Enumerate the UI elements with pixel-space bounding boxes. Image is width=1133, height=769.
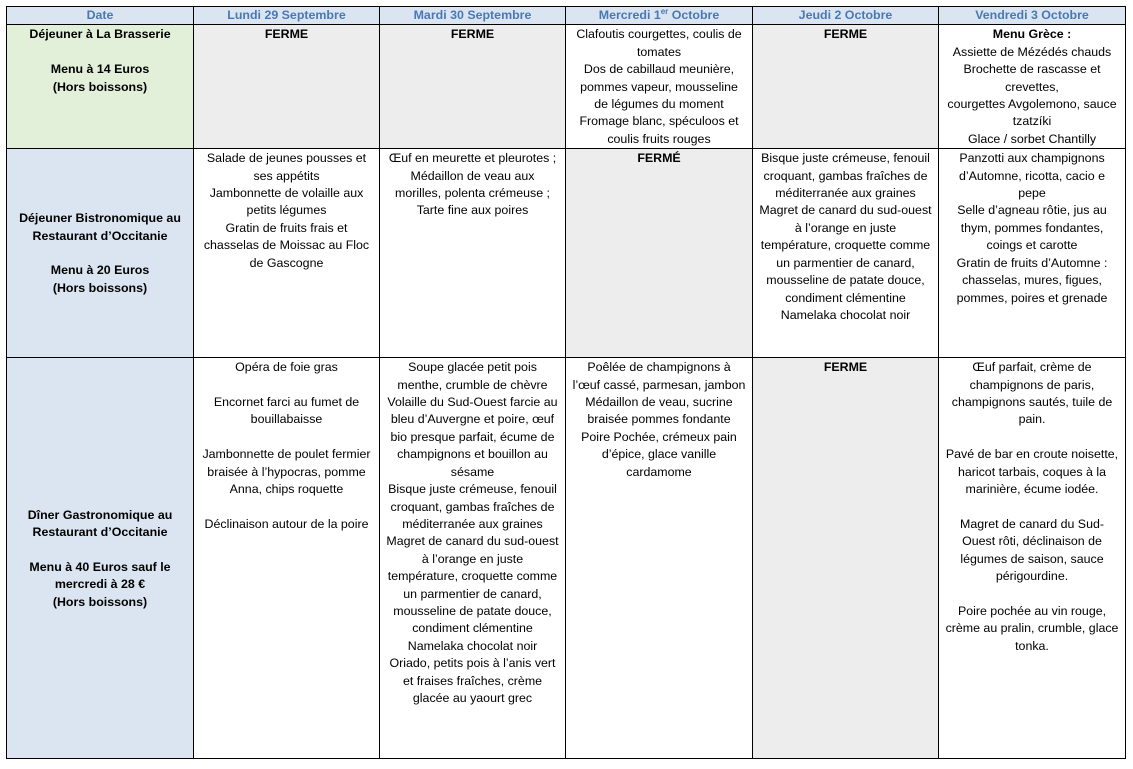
- closed-text: FERME: [450, 27, 495, 42]
- closed-text: FERME: [264, 27, 309, 42]
- menu-line: Magret de canard du sud-ouest à l’orange en juste température, croquette comme un parmentier de canard, mousseline de patate douce, condiment clémentine: [759, 203, 936, 305]
- menu-line: Médaillon de veau aux morilles, polenta crémeuse ;: [395, 168, 550, 201]
- label-line: Menu à 40 Euros sauf le mercredi à 28 €: [29, 559, 175, 592]
- cell-menu: [566, 25, 753, 149]
- closed-text: FERME: [823, 360, 868, 375]
- row-label-brasserie: [7, 25, 194, 149]
- menu-line: Dos de cabillaud meunière, pommes vapeur, mousseline de légumes du moment: [580, 62, 742, 112]
- cell-closed: [566, 149, 753, 358]
- menu-gap: [945, 586, 1119, 603]
- menu-line: Poire pochée au vin rouge, crème au pralin, crumble, glace tonka.: [945, 603, 1122, 653]
- menu-line: Namelaka chocolat noir: [407, 638, 538, 653]
- label-line: Menu à 14 Euros: [50, 62, 150, 77]
- header-date: Date: [7, 7, 194, 25]
- menu-line: Magret de canard du sud-ouest à l’orange en juste température, croquette comme un parmentier de canard, mousseline de patate douce, condiment clémentine: [386, 534, 563, 636]
- menu-line: Volaille du Sud-Ouest farcie au bleu d’Auvergne et poire, œuf bio presque parfait, écume de champignons et bouillon au sésame: [387, 395, 562, 479]
- label-gap: [13, 541, 187, 558]
- cell-menu: [194, 149, 380, 358]
- cell-menu: [939, 358, 1126, 759]
- label-gap: [13, 44, 187, 61]
- label-line: Dîner Gastronomique au Restaurant d’Occitanie: [27, 507, 176, 539]
- cell-menu: [939, 25, 1126, 149]
- row-label-gastronomique: [7, 358, 194, 759]
- menu-line: Opéra de foie gras: [235, 360, 338, 375]
- menu-line: Magret de canard du Sud-Ouest rôti, déclinaison de légumes de saison, sauce périgourdine.: [960, 516, 1108, 584]
- header-thursday: Jeudi 2 Octobre: [753, 7, 939, 25]
- label-line: Déjeuner à La Brasserie: [29, 27, 171, 42]
- cell-menu: [380, 149, 566, 358]
- menu-line: Soupe glacée petit pois menthe, crumble de chèvre: [397, 360, 548, 392]
- header-wednesday: [566, 7, 753, 25]
- label-line: (Hors boissons): [52, 280, 148, 295]
- menu-gap: [200, 498, 373, 515]
- menu-line: Médaillon de veau, sucrine braisée pommes fondante: [585, 395, 737, 427]
- cell-menu: [380, 358, 566, 759]
- menu-line: Bisque juste crémeuse, fenouil croquant, gambas fraîches de méditerranée aux graines: [761, 151, 934, 201]
- menu-line: courgettes Avgolemono, sauce tzatzíki: [947, 97, 1121, 129]
- menu-line: Déclinaison autour de la poire: [204, 516, 369, 531]
- cell-menu: [566, 358, 753, 759]
- header-wednesday-day: Mercredi 1: [598, 8, 661, 22]
- label-line: Déjeuner Bistronomique au Restaurant d’Occitanie: [19, 211, 185, 243]
- menu-line: Œuf en meurette et pleurotes ;: [388, 151, 557, 166]
- header-friday: Vendredi 3 Octobre: [939, 7, 1126, 25]
- menu-line: Panzotti aux champignons d’Automne, ricotta, cacio e pepe: [958, 151, 1109, 201]
- header-wednesday-ordinal: er: [660, 6, 669, 16]
- menu-line: Salade de jeunes pousses et ses appétits: [206, 151, 370, 183]
- cell-menu: [194, 358, 380, 759]
- menu-line: Poêlée de champignons à l’œuf cassé, parmesan, jambon: [572, 360, 746, 392]
- menu-title: Menu Grèce :: [992, 27, 1072, 42]
- row-gastronomique: [7, 358, 1126, 759]
- weekly-menu-table: [6, 6, 1126, 759]
- menu-line: Jambonnette de poulet fermier braisée à l’hypocras, pomme Anna, chips roquette: [202, 447, 374, 497]
- menu-gap: [945, 498, 1119, 515]
- cell-closed: [753, 358, 939, 759]
- menu-gap: [945, 429, 1119, 446]
- cell-menu: [753, 149, 939, 358]
- cell-closed: [380, 25, 566, 149]
- menu-line: Oriado, petits pois à l’anis vert et fraises fraîches, crème glacée au yaourt grec: [389, 656, 559, 705]
- menu-line: Jambonnette de volaille aux petits légumes: [209, 186, 367, 218]
- row-bistronomique: [7, 149, 1126, 358]
- header-monday: Lundi 29 Septembre: [194, 7, 380, 25]
- menu-line: Glace / sorbet Chantilly: [967, 131, 1097, 146]
- closed-text: FERMÉ: [637, 151, 681, 166]
- menu-line: Assiette de Mézédés chauds: [952, 44, 1112, 59]
- menu-line: Tarte fine aux poires: [416, 203, 529, 218]
- menu-line: Bisque juste crémeuse, fenouil croquant, gambas fraîches de méditerranée aux graines: [388, 482, 561, 531]
- header-wednesday-month: Octobre: [668, 8, 720, 22]
- menu-line: Namelaka chocolat noir: [780, 307, 911, 322]
- cell-closed: [194, 25, 380, 149]
- cell-menu: [939, 149, 1126, 358]
- header-row: [7, 7, 1126, 25]
- label-line: Menu à 20 Euros: [50, 263, 150, 278]
- closed-text: FERME: [823, 27, 868, 42]
- menu-line: Œuf parfait, crème de champignons de paris, champignons sautés, tuile de pain.: [951, 360, 1116, 427]
- menu-line: Brochette de rascasse et crevettes,: [963, 62, 1104, 94]
- row-label-bistronomique: [7, 149, 194, 358]
- row-brasserie: [7, 25, 1126, 149]
- menu-gap: [200, 377, 373, 394]
- menu-line: Gratin de fruits frais et chasselas de Moissac au Floc de Gascogne: [203, 220, 373, 270]
- label-gap: [13, 245, 187, 262]
- label-line: (Hors boissons): [52, 79, 148, 94]
- menu-line: Clafoutis courgettes, coulis de tomates: [576, 27, 746, 59]
- header-tuesday: Mardi 30 Septembre: [380, 7, 566, 25]
- menu-line: Gratin de fruits d’Automne : chasselas, mures, figues, pommes, poires et grenade: [956, 255, 1111, 305]
- menu-line: Poire Pochée, crémeux pain d’épice, glace vanille cardamome: [581, 429, 741, 479]
- cell-closed: [753, 25, 939, 149]
- menu-gap: [200, 429, 373, 446]
- menu-line: Selle d’agneau rôtie, jus au thym, pommes fondantes, coings et carotte: [957, 203, 1111, 253]
- label-line: (Hors boissons): [52, 594, 148, 609]
- menu-line: Encornet farci au fumet de bouillabaisse: [213, 395, 363, 427]
- menu-line: Fromage blanc, spéculoos et coulis fruits rouges: [579, 114, 742, 146]
- menu-line: Pavé de bar en croute noisette, haricot tarbais, coques à la marinière, écume iodée.: [945, 447, 1122, 497]
